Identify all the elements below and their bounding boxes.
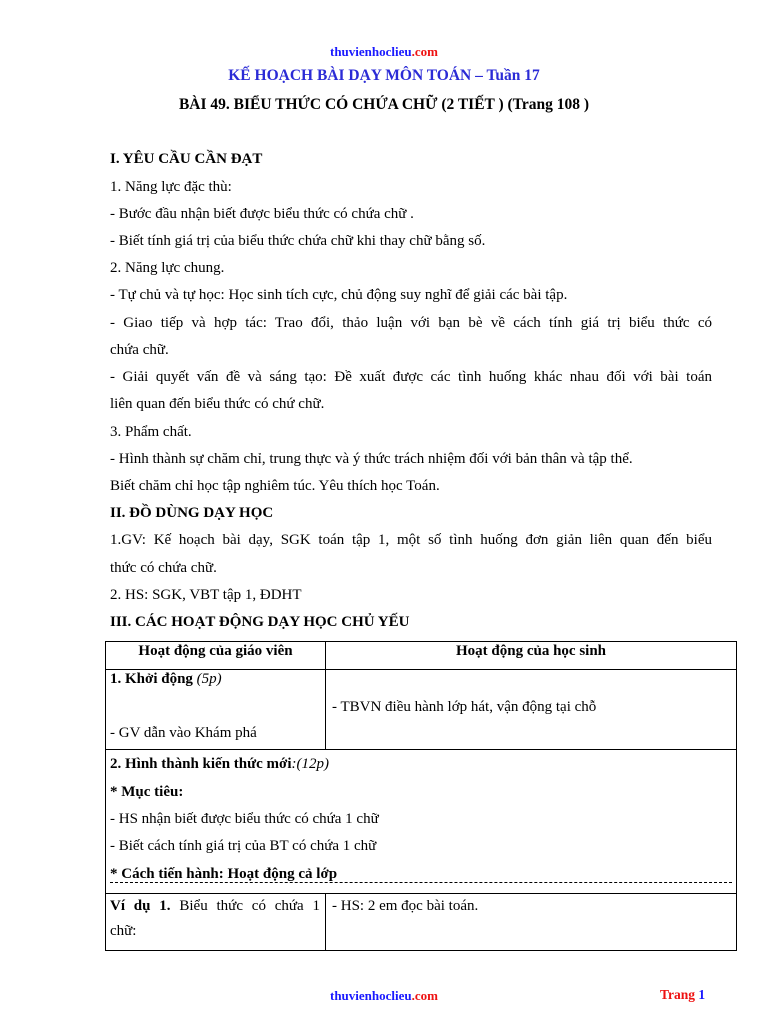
page-number — [660, 987, 705, 1003]
text-line: chứa chữ. — [110, 342, 169, 358]
text-line: 1. Năng lực đặc thù: — [110, 179, 232, 195]
lesson-title: BÀI 49. BIỂU THỨC CÓ CHỨA CHỮ (2 TIẾT ) (Trang 108 ) — [178, 96, 590, 113]
site-name: thuvienhoclieu — [330, 44, 412, 59]
new-knowledge-heading — [110, 751, 329, 777]
text-line: - Bước đầu nhận biết được biểu thức có chứa chữ . — [110, 206, 414, 222]
example-text: Biểu thức có chứa 1 — [179, 898, 321, 914]
text-line: thức có chứa chữ. — [110, 560, 217, 576]
warmup-time: (5p) — [196, 671, 222, 687]
text-line: Biết chăm chỉ học tập nghiêm túc. Yêu thích học Toán. — [110, 478, 440, 494]
section-heading-materials: II. ĐỒ DÙNG DẠY HỌC — [110, 505, 274, 521]
text-line: - Biết tính giá trị của biểu thức chứa chữ khi thay chữ bằng số. — [110, 233, 486, 249]
example-text-continued: chữ: — [110, 923, 137, 939]
text-line: 2. Năng lực chung. — [110, 260, 225, 276]
site-domain: .com — [411, 988, 438, 1003]
new-knowledge-time: :(12p) — [291, 756, 330, 772]
table-border-bottom — [105, 950, 737, 951]
column-header-teacher: Hoạt động của giáo viên — [138, 643, 293, 659]
table-border-left — [105, 641, 106, 951]
warmup-heading — [110, 666, 222, 692]
text-line: - Hình thành sự chăm chỉ, trung thực và ý thức trách nhiệm đối với bản thân và tập thể. — [110, 451, 633, 467]
goal-label: * Mục tiêu: — [110, 784, 184, 800]
page-label: Trang — [660, 987, 696, 1002]
example-label: Ví dụ 1. — [110, 898, 171, 914]
text-line: - Giải quyết vấn đề và sáng tạo: Đề xuất được các tình huống khác nhau đối với bài toán — [110, 369, 712, 385]
text-line: 2. HS: SGK, VBT tập 1, ĐDHT — [110, 587, 302, 603]
warmup-title: 1. Khởi động — [110, 671, 193, 687]
section-heading-requirements: I. YÊU CẦU CẦN ĐẠT — [110, 151, 263, 167]
table-column-divider — [325, 893, 326, 951]
warmup-teacher-activity: - GV dẫn vào Khám phá — [110, 725, 257, 741]
site-name: thuvienhoclieu — [330, 988, 412, 1003]
text-line: - Tự chủ và tự học: Học sinh tích cực, chủ động suy nghĩ để giải các bài tập. — [110, 287, 568, 303]
site-domain: .com — [411, 44, 438, 59]
dashed-separator — [110, 882, 732, 883]
method-label: * Cách tiến hành: Hoạt động cả lớp — [110, 866, 338, 882]
table-border-right — [736, 641, 737, 951]
text-line: 3. Phẩm chất. — [110, 424, 192, 440]
text-line: - Giao tiếp và hợp tác: Trao đổi, thảo luận với bạn bè về cách tính giá trị biểu thức có — [110, 315, 712, 331]
column-header-student: Hoạt động của học sinh — [455, 643, 607, 659]
warmup-student-activity: - TBVN điều hành lớp hát, vận động tại chỗ — [332, 699, 597, 715]
plan-title: KẾ HOẠCH BÀI DẠY MÔN TOÁN – Tuần 17 — [228, 67, 540, 84]
example-heading — [110, 893, 320, 919]
example-student-activity: - HS: 2 em đọc bài toán. — [332, 898, 479, 914]
text-line: 1.GV: Kế hoạch bài dạy, SGK toán tập 1, một số tình huống đơn giản liên quan đến biểu — [110, 532, 712, 548]
text-line: liên quan đến biểu thức có chứ chữ. — [110, 396, 325, 412]
section-heading-activities: III. CÁC HOẠT ĐỘNG DẠY HỌC CHỦ YẾU — [110, 614, 410, 630]
goal-line: - HS nhận biết được biểu thức có chứa 1 chữ — [110, 811, 379, 827]
site-watermark-bottom — [0, 988, 768, 1004]
goal-line: - Biết cách tính giá trị của BT có chứa 1 chữ — [110, 838, 377, 854]
page-number-value: 1 — [698, 987, 706, 1002]
site-watermark-top — [0, 44, 768, 60]
table-border — [105, 749, 737, 750]
new-knowledge-title: 2. Hình thành kiến thức mới — [110, 756, 292, 772]
